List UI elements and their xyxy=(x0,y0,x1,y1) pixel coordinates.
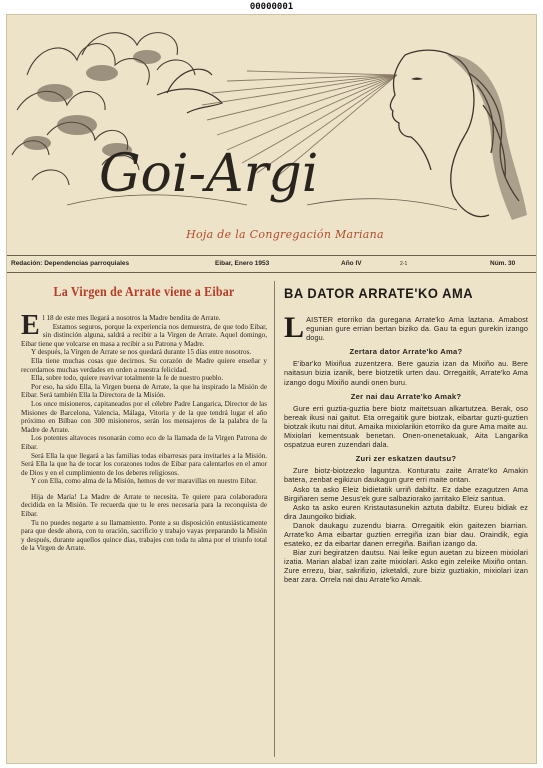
left-paragraph: Los once misioneros, capitaneados por el célebre Padre Langarica, Director de las Misiones de Barcelona, Valencia, Málaga, Vitoria y de la que tendrá lugar el año próximo en Bilbao con 300 misioneros, serán los mensajeros de la palabra de la Madre de Arrate. xyxy=(21,399,267,434)
left-paragraph: Tu no puedes negarte a su llamamiento. Ponte a su disposición entusiásticamente para que desde ahora, con tu oración, sacrificio y trabajo vayas preparando la Misión y después, durante aquellos quince días, trabajes con toda tu alma por el triunfo total de la Virgen de Arrate. xyxy=(21,518,267,553)
section-heading: Zer nai dau Arrate'ko Amak? xyxy=(350,391,462,401)
right-article-body xyxy=(284,311,528,585)
left-article xyxy=(21,285,267,553)
left-paragraph: Ella, sobre todo, quiere reavivar totalmente la fe de nuestro pueblo. xyxy=(31,374,224,383)
right-article xyxy=(284,285,528,585)
left-paragraph: Ella tiene muchas cosas que decirnos. Su corazón de Madre quiere enseñar y recordarnos muchas verdades en orden a nuestra felicidad. xyxy=(21,356,267,374)
newspaper-page xyxy=(6,14,537,764)
masthead-title: Goi-Argi xyxy=(99,144,319,204)
left-paragraph: Y con Ella, como alma de la Misión, hemos de ver maravillas en nuestro Eibar. xyxy=(31,477,257,486)
drop-cap-e: E xyxy=(21,310,40,341)
right-first-paragraph: AISTER etorriko da guregana Arrate'ko Ama laztana. Amabost egunian gure errian bertan biziko da. Gau ta egun gurekin izango dogu. xyxy=(306,315,528,343)
column-divider xyxy=(274,281,275,757)
drop-cap-l: L xyxy=(284,311,305,344)
right-paragraph: Danok daukagu zuzendu biarra. Orregaitik ekin gaitezen biarrian. Arrate'ko Ama eibartar guztien erregiña izan biar dau. Oraindik, egia esateko, ez da eibartar danen erregiña. Baiñan izango da. xyxy=(284,520,528,549)
masthead-subtitle: Hoja de la Congregación Mariana xyxy=(186,228,384,241)
place-date-text: Eibar, Enero 1953 xyxy=(215,260,270,267)
redaccion-text: Redación: Dependencias parroquiales xyxy=(11,260,130,267)
small-mark: 2-1 xyxy=(400,261,408,267)
left-first-paragraph: l 18 de este mes llegará a nosotros la Madre bendita de Arrate. xyxy=(42,314,221,322)
section-heading: Zuri zer eskatzen dautsu? xyxy=(355,454,457,464)
section-heading: Zertara dator Arrate'ko Ama? xyxy=(349,347,463,357)
left-paragraph: Será Ella la que llegará a las familias todas eibarresas para invitarles a la Misión. Será Ella la que ha de tocar los corazones todos de Eibar para calentarlos en el amor de Dios y en el cumplimiento de los deberes religiosos. xyxy=(21,451,267,477)
right-paragraph: Biar zuri begiratzen dautsu. Nai leike egun auetan zu bizeen mixiolari izatia. Marian alaba! izan zaite mixiolari. Asko egin zeleike Mixiño ontan. Zure errezu, biar, sakrifizio, izketaldi, zure biziz guztiakin, mixiolari izan bear zara. Orrela nai dau Arrate'ko Amak. xyxy=(284,548,528,585)
left-article-body xyxy=(21,310,267,553)
scan-id: 00000001 xyxy=(249,2,294,12)
left-paragraph: Y después, la Virgen de Arrate se nos quedará durante 15 días entre nosotros. xyxy=(31,348,252,357)
right-paragraph: Asko ta asko Eleiz bidietatik urriñ dabiltz. Ez dabe ezagutzen Ama Birgiñaren seme Jesus'ek gure salbaziorako jarritako Eleiz santua. xyxy=(284,484,528,503)
info-bar xyxy=(7,255,537,273)
right-paragraph: Zure biotz-biotzezko laguntza. Konturatu zaite Arrate'ko Amakin batera, zenbat egikizun daukagun gure erri maite ontan. xyxy=(284,466,528,485)
left-headline: La Virgen de Arrate viene a Eibar xyxy=(53,285,235,300)
left-paragraph: Estamos seguros, porque la experiencia nos demuestra, de que todo Eibar, sin distinción alguna, saldrá a recibir a la Virgen de Arrate. Aquel domingo, Eibar tiene que volcarse en masa a recibir a su Patrona y Madre. xyxy=(21,322,267,348)
left-paragraph: Los potentes altavoces resonarán como eco de la llamada de la Virgen Patrona de Eibar. xyxy=(21,434,267,451)
issue-number: Núm. 30 xyxy=(490,260,516,267)
left-paragraph: Hija de María! La Madre de Arrate te necesita. Te quiere para colaboradora decidida en la Misión. Te recuerda que tu le eres necesaria para la reconquista de Eibar. xyxy=(21,492,267,519)
right-paragraph: E'ibar'ko Mixiñua zuzentzera. Bere gauzia izan da Mixiño au. Bere naitasun bizia izanik, bere biotzetik urten dau. Orregaitik, Arrate'ko Ama izango dogu Mixiño aundi onen buru. xyxy=(284,359,528,387)
right-headline: BA DATOR ARRATE'KO AMA xyxy=(284,285,474,301)
left-paragraph: Por eso, ha sido Ella, la Virgen buena de Arrate, la que ha inspirado la Misión de Eibar. Será también Ella la Directora de la Misión. xyxy=(21,382,267,400)
year-text: Año IV xyxy=(341,260,362,267)
right-paragraph: Gure erri guztia-guztia bere biotz maitetsuan alkartutzea. Berak, oso bereak ikusi nai gaitut. Eta orregaitik gure biotzak, eibartar guzti-guztien biotzak ikutu nai ditut. Amaika mixiolarikin etorriko da gure Ama maite au. Mixiolari kementsuak benetan. Onen-onenetakuak, Aita Langarika ospatzua euren zuzendari dala. xyxy=(284,403,528,450)
right-paragraph: Asko ta asko euren Kristautasunekin aztuta dabiltz. Eureu bidiak ez dira Jaungoiko bidiak. xyxy=(284,502,528,521)
